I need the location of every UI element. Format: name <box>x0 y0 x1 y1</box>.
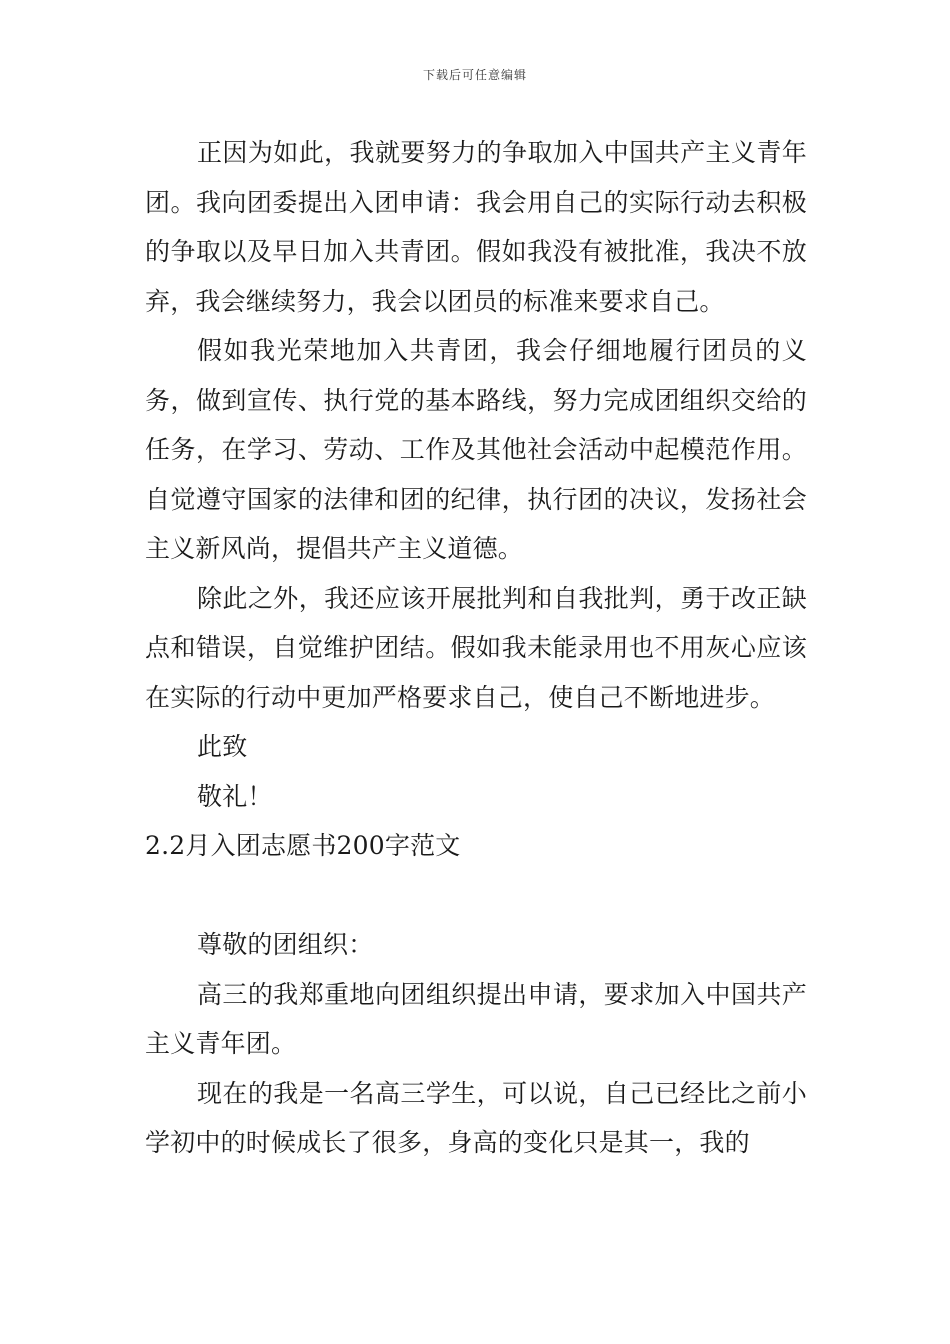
closing-salute: 敬礼！ <box>197 781 273 811</box>
paragraph-1: 正因为如此，我就要努力的争取加入中国共产主义青年团。我向团委提出入团申请：我会用自己的实际行动去积极的争取以及早日加入共青团。假如我没有被批准，我决不放弃，我会继续努力，我会以团员的标准来要求自己。 <box>145 138 807 316</box>
paragraph-2: 假如我光荣地加入共青团，我会仔细地履行团员的义务，做到宣传、执行党的基本路线，努力完成团组织交给的任务，在学习、劳动、工作及其他社会活动中起模范作用。自觉遵守国家的法律和团的纪律，执行团的决议，发扬社会主义新风尚，提倡共产主义道德。 <box>145 336 807 563</box>
blank-line <box>145 871 807 921</box>
closing-respect: 此致 <box>197 732 248 761</box>
letter-salutation: 尊敬的团组织： <box>197 930 374 959</box>
paragraph-3: 除此之外，我还应该开展批判和自我批判，勇于改正缺点和错误，自觉维护团结。假如我未能录用也不用灰心应该在实际的行动中更加严格要求自己，使自己不断地进步。 <box>145 583 807 712</box>
letter-paragraph-2: 现在的我是一名高三学生，可以说，自己已经比之前小学初中的时候成长了很多，身高的变化只是其一，我的 <box>145 1078 807 1157</box>
letter-paragraph-1: 高三的我郑重地向团组织提出申请，要求加入中国共产主义青年团。 <box>145 979 807 1058</box>
header-note: 下载后可任意编辑 <box>422 68 527 82</box>
document-body <box>145 128 807 1168</box>
section-title: 2.2月入团志愿书200字范文 <box>145 831 461 860</box>
